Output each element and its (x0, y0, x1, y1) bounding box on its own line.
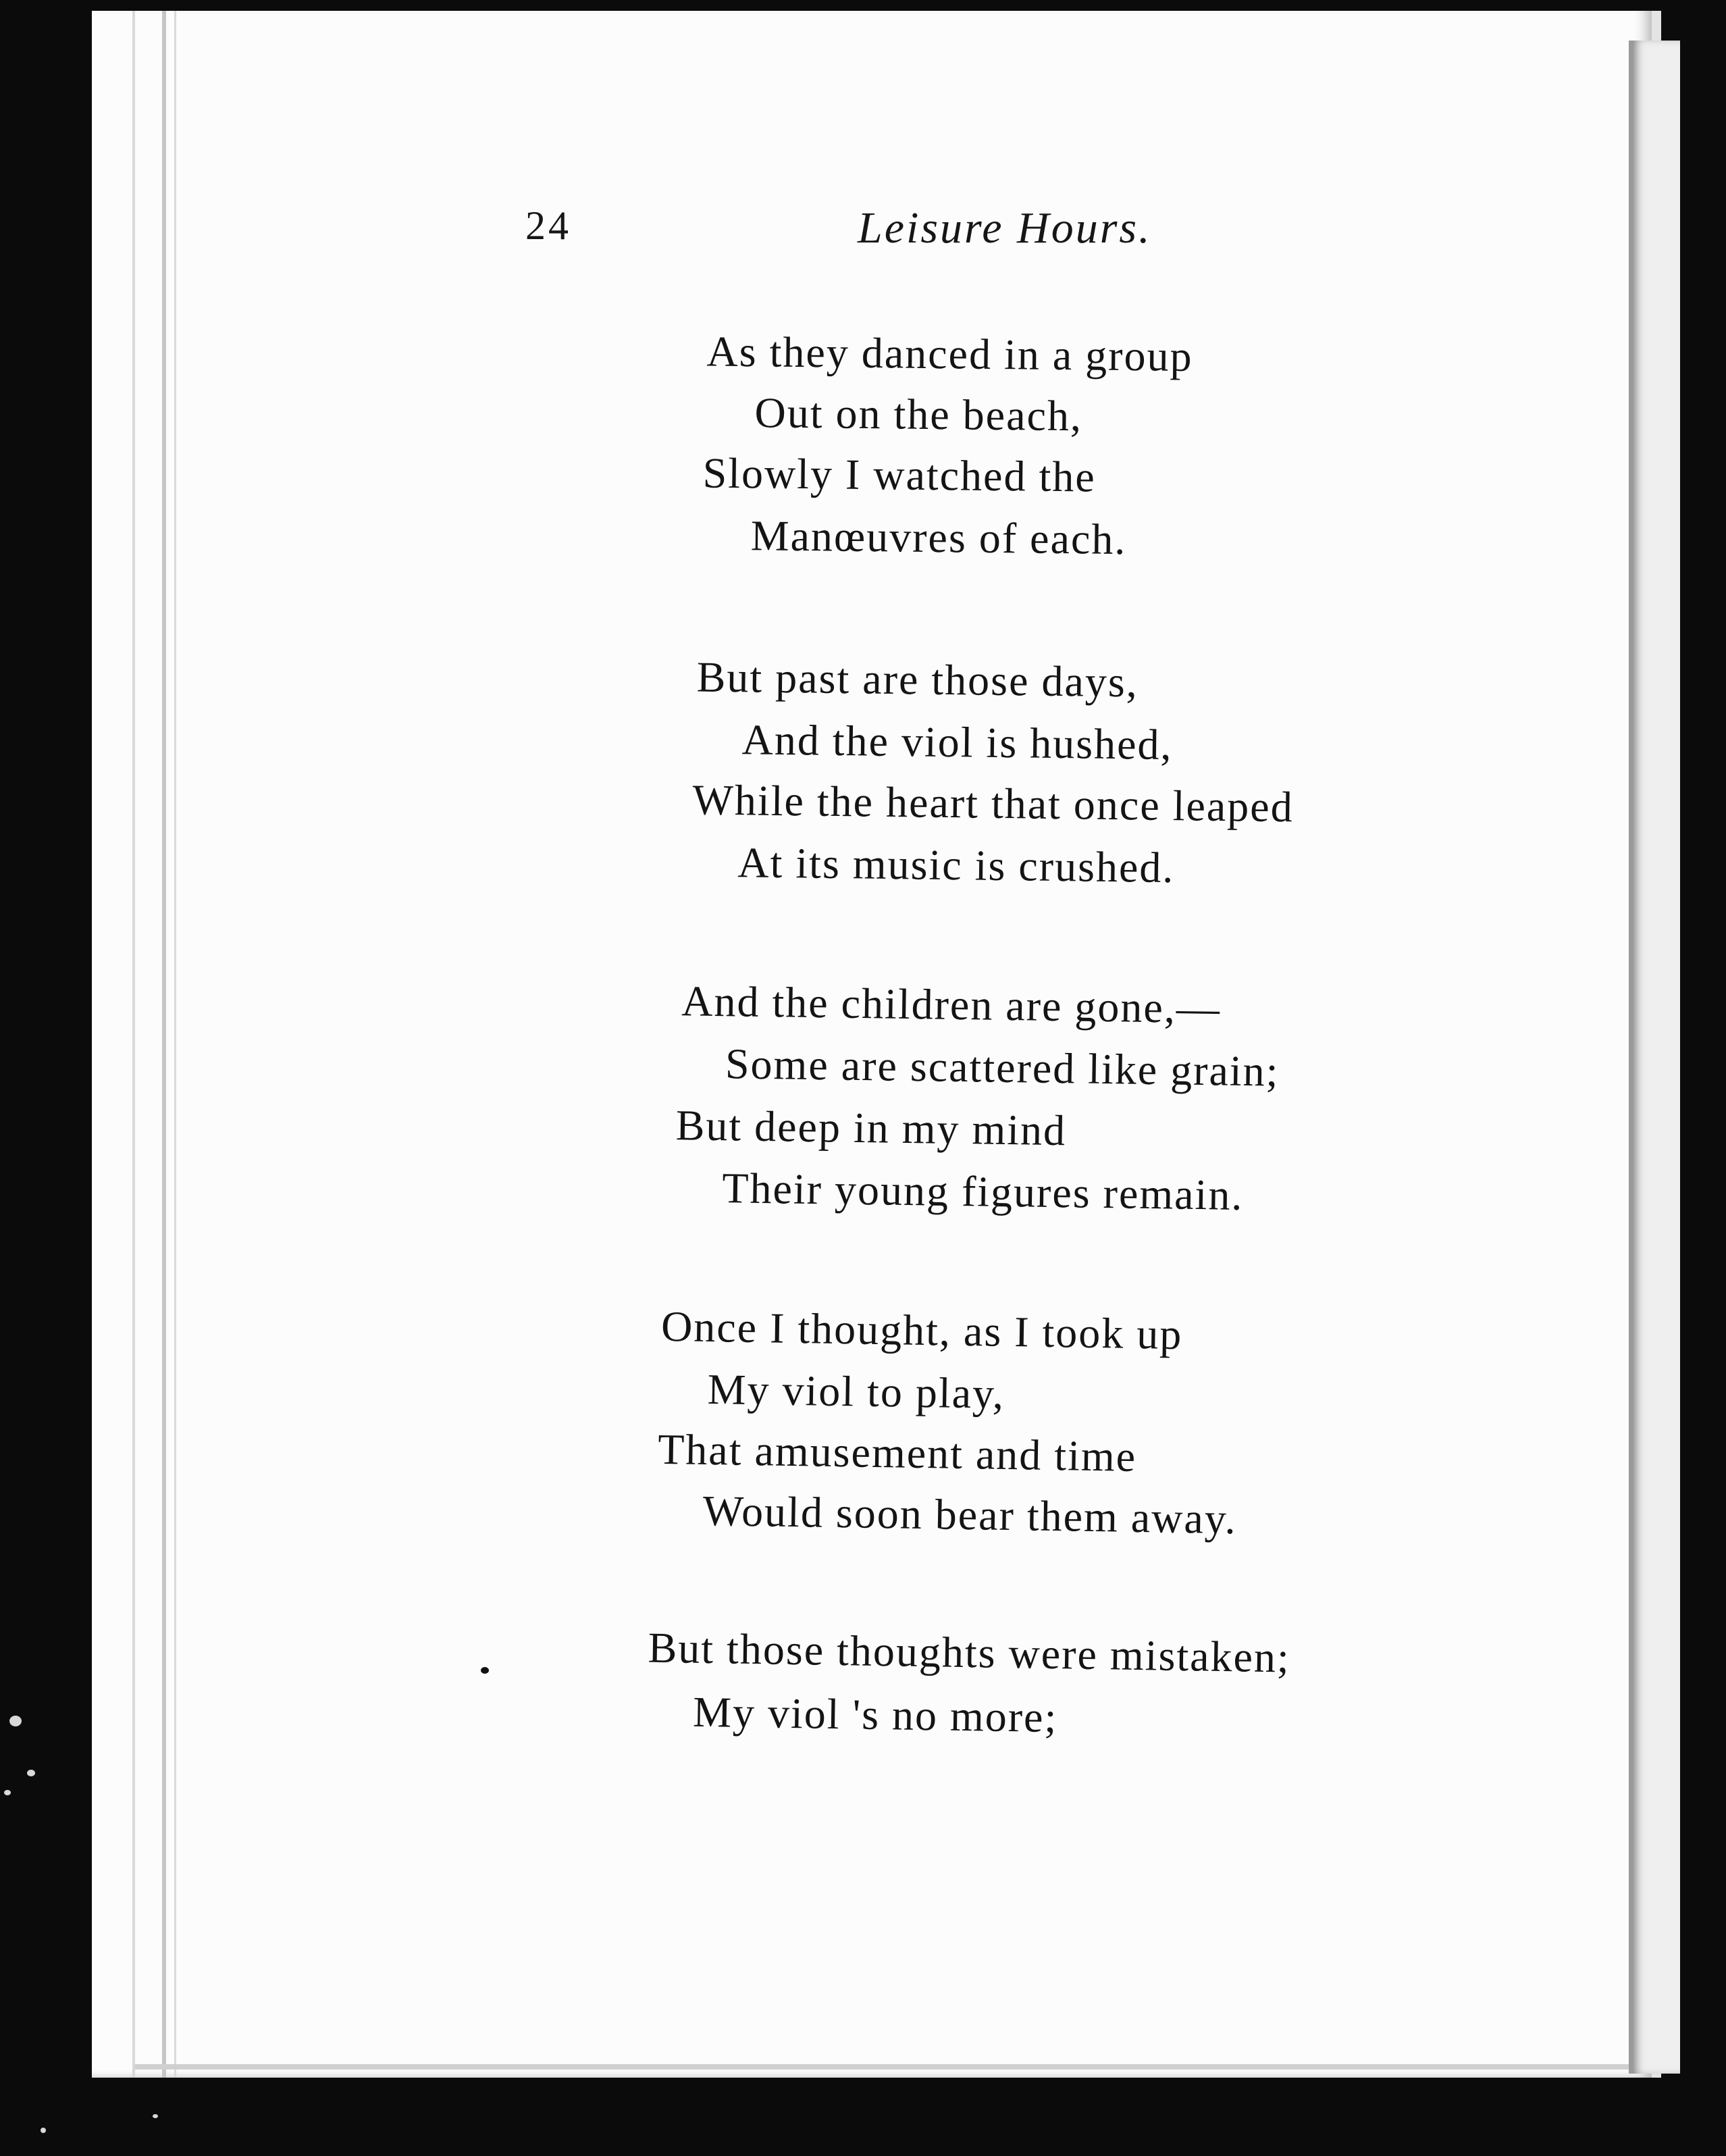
verse-line: But deep in my mind (675, 1101, 1067, 1155)
verse-line: And the children are gone,— (681, 977, 1222, 1033)
verse-line: Some are scattered like grain; (725, 1040, 1280, 1096)
adjacent-page-edge (1629, 41, 1680, 2074)
verse-line: Their young figures remain. (721, 1164, 1244, 1219)
verse-line: But past are those days, (696, 652, 1139, 707)
page-bottom-edge (135, 2064, 1648, 2070)
verse-line: Manœuvres of each. (750, 511, 1127, 564)
dust-speck (27, 1770, 35, 1776)
binding-gutter-line (132, 11, 135, 2078)
verse-line: As they danced in a group (706, 327, 1193, 381)
ink-speck (481, 1667, 489, 1674)
page-number: 24 (525, 203, 571, 248)
verse-line: Would soon bear them away. (702, 1486, 1238, 1543)
dust-speck (9, 1716, 22, 1726)
running-title: Leisure Hours. (858, 203, 1152, 253)
verse-line: But those thoughts were mistaken; (648, 1623, 1291, 1682)
dust-speck (153, 2114, 158, 2118)
binding-gutter-line (162, 11, 166, 2078)
verse-line: Slowly I watched the (702, 448, 1097, 501)
verse-line: At its music is crushed. (737, 838, 1175, 892)
dust-speck (4, 1790, 11, 1795)
binding-gutter-line (174, 11, 176, 2078)
verse-line: While the heart that once leaped (692, 775, 1294, 831)
verse-line: My viol 's no more; (692, 1687, 1058, 1742)
verse-line: Once I thought, as I took up (660, 1302, 1183, 1359)
verse-line: That amusement and time (657, 1424, 1137, 1481)
dust-speck (41, 2128, 46, 2133)
running-head (0, 203, 1726, 257)
verse-line: My viol to play, (707, 1365, 1005, 1418)
verse-line: And the viol is hushed, (741, 715, 1173, 769)
verse-line: Out on the beach, (754, 388, 1083, 440)
